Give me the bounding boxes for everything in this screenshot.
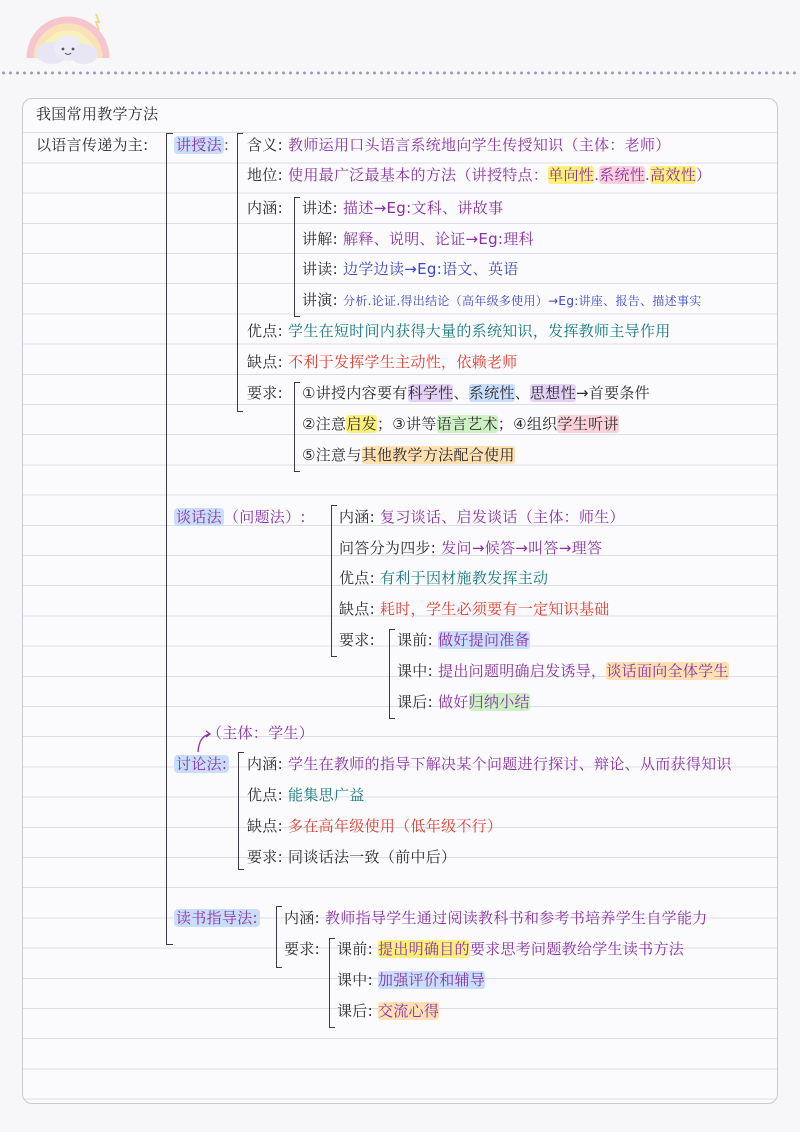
lecture-req-label: 要求: <box>247 384 283 402</box>
lecture-type-speech: 讲演: 分析.论证.得出结论（高年级多使用）→Eg:讲座、报告、描述事实 <box>302 291 702 309</box>
reading-req-after: 课后: 交流心得 <box>337 1002 440 1020</box>
lecture-method-title: 讲授法 : <box>176 136 230 154</box>
lecture-req-3: ⑤注意与其他教学方法配合使用 <box>302 446 515 464</box>
page-title: 我国常用教学方法 <box>36 105 159 123</box>
rainbow-cloud-icon <box>22 8 114 66</box>
talk-req-after: 课后: 做好归纳小结 <box>397 693 530 711</box>
talk-req-before: 课前: 做好提问准备 <box>397 631 530 649</box>
discuss-subject-note: （主体：学生） <box>207 724 315 742</box>
lecture-types-bracket <box>294 197 300 317</box>
reading-bracket <box>276 906 282 968</box>
lecture-pros: 优点: 学生在短时间内获得大量的系统知识，发挥教师主导作用 <box>247 322 671 340</box>
talk-bracket <box>331 505 337 657</box>
discuss-method-title: 讨论法: <box>176 755 228 773</box>
reading-req-during: 课中: 加强评价和辅导 <box>337 971 486 989</box>
talk-req-bracket <box>389 629 395 719</box>
main-bracket <box>166 133 173 945</box>
lecture-type-narration: 讲述: 描述→Eg:文科、讲故事 <box>302 199 504 217</box>
lecture-cons: 缺点: 不利于发挥学生主动性，依赖老师 <box>247 353 518 371</box>
reading-req-bracket <box>329 938 335 1028</box>
reading-connotation: 内涵: 教师指导学生通过阅读教科书和参考书培养学生自学能力 <box>284 909 708 927</box>
discuss-req: 要求: 同谈话法一致（前中后） <box>247 848 457 866</box>
lecture-req-1: ①讲授内容要有科学性、系统性、思想性→首要条件 <box>302 384 650 402</box>
lecture-connotation-label: 内涵: <box>247 199 283 217</box>
discuss-connotation: 内涵: 学生在教师的指导下解决某个问题进行探讨、辩论、从而获得知识 <box>247 755 732 773</box>
lecture-meaning: 含义: 教师运用口头语言系统地向学生传授知识（主体：老师） <box>247 136 671 154</box>
discuss-cons: 缺点: 多在高年级使用（低年级不行） <box>247 817 503 835</box>
talk-pros: 优点: 有利于因材施教发挥主动 <box>339 569 549 587</box>
lecture-bracket <box>237 133 243 412</box>
lecture-req-bracket <box>294 382 300 472</box>
lecture-type-explanation: 讲解: 解释、说明、论证→Eg:理科 <box>302 230 534 248</box>
discuss-bracket <box>238 752 244 870</box>
talk-steps: 问答分为四步: 发问→候答→叫答→理答 <box>339 539 603 557</box>
reading-req-label: 要求: <box>284 940 320 958</box>
lecture-req-2: ②注意启发；③讲等语言艺术；④组织学生听讲 <box>302 415 619 433</box>
curved-arrow-icon <box>196 730 212 754</box>
dotted-divider <box>0 71 800 75</box>
talk-connotation: 内涵: 复习谈话、启发谈话（主体：师生） <box>339 508 625 526</box>
lecture-type-reading: 讲读: 边学边读→Eg:语文、英语 <box>302 260 519 278</box>
talk-req-during: 课中: 提出问题明确启发诱导，谈话面向全体学生 <box>397 662 729 680</box>
reading-method-title: 读书指导法: <box>176 909 258 927</box>
talk-method-title: 谈话法 （问题法）: <box>176 508 306 526</box>
lecture-status: 地位: 使用最广泛最基本的方法（讲授特点：单向性.系统性.高效性） <box>247 166 712 184</box>
root-label: 以语言传递为主: <box>36 136 149 154</box>
talk-cons: 缺点: 耗时，学生必须要有一定知识基础 <box>339 600 610 618</box>
discuss-pros: 优点: 能集思广益 <box>247 786 365 804</box>
reading-req-before: 课前: 提出明确目的要求思考问题教给学生读书方法 <box>337 940 685 958</box>
talk-req-label: 要求: <box>339 631 375 649</box>
